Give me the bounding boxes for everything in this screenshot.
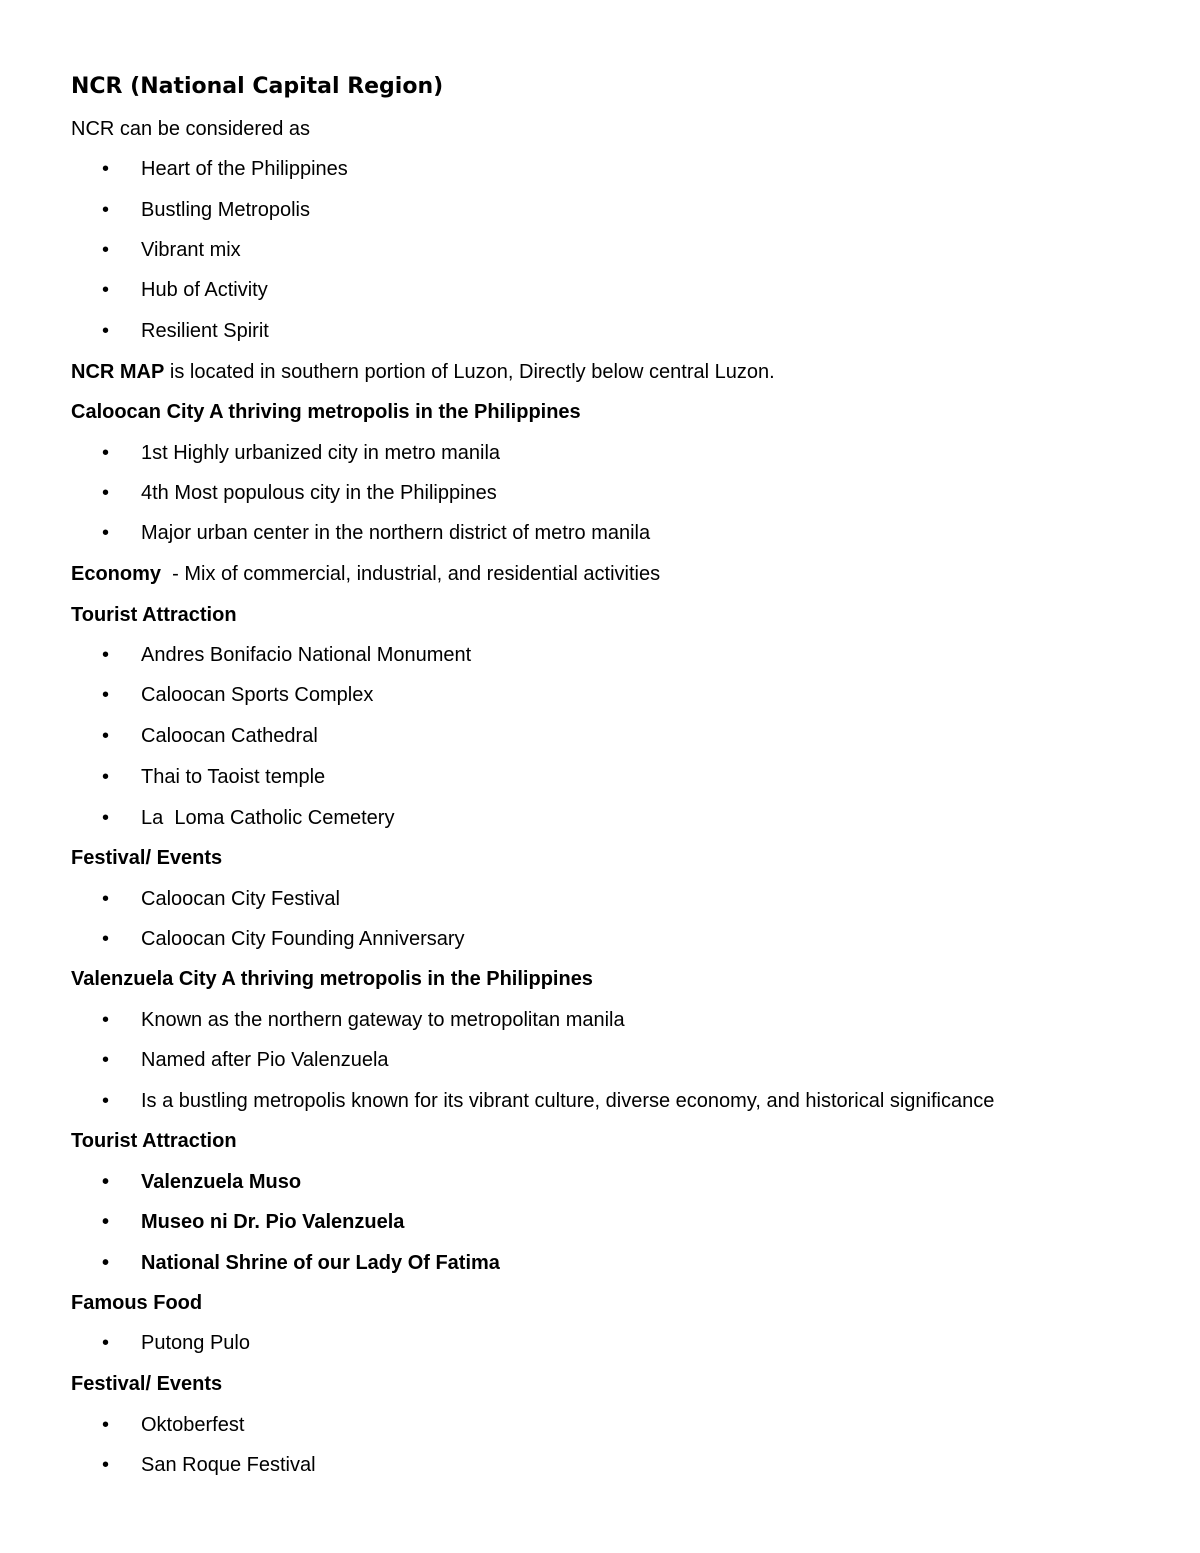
economy-paragraph — [71, 562, 660, 586]
bullet-icon: • — [102, 1332, 110, 1354]
bullet-icon: • — [102, 807, 110, 829]
bullet-icon: • — [102, 1414, 110, 1436]
bullet-icon: • — [102, 888, 110, 910]
bullet-icon: • — [102, 158, 110, 180]
bullet-icon: • — [102, 684, 110, 706]
bullet-icon: • — [102, 766, 110, 788]
economy-text: - Mix of commercial, industrial, and residential activities — [161, 563, 661, 585]
bullet-icon: • — [102, 1009, 110, 1031]
bullet-icon: • — [102, 279, 110, 301]
bullet-icon: • — [102, 199, 110, 221]
bullet-icon: • — [102, 1171, 110, 1193]
document-page: NCR (National Capital Region) NCR can be considered as • Heart of the Philippines • Bustling Metropolis • Vibrant mix • Hub of Activity • Resilient Spirit NCR MAP is located in southern portion of Luzon, Directly below central Luzon. Caloocan City A thriving metropolis in the Philippines • 1st Highly urbanized city in metro manila • 4th Most populous city in the Philippines • Major urban center in the northern district of metro manila Economy - Mix of commercial, industrial, and residential activities Tourist Attraction • Andres Bonifacio National Monument • Caloocan Sports Complex • Caloocan Cathedral • Thai to Taoist temple • La Loma Catholic Cemetery Festival/ Events • Caloocan City Festival • Caloocan City Founding Anniversary Valenzuela City A thriving metropolis in the Philippines • Known as the northern gateway to metropolitan manila • Named after Pio Valenzuela • Is a bustling metropolis known for its vibrant culture, diverse economy, and historical significance Tourist Attraction • Valenzuela Muso • Museo ni Dr. Pio Valenzuela • National Shrine of our Lady Of Fatima Famous Food • Putong Pulo Festival/ Events • Oktoberfest • San Roque Festival — [71, 74, 995, 1476]
map-label: NCR MAP — [71, 361, 165, 383]
valenzuela-tourist-heading: Tourist Attraction — [71, 1130, 237, 1152]
bullet-icon: • — [102, 482, 110, 504]
bullet-icon: • — [102, 442, 110, 464]
caloocan-tourist-heading: Tourist Attraction — [71, 604, 237, 626]
bullet-icon: • — [102, 522, 110, 544]
valenzuela-festival-heading: Festival/ Events — [71, 1373, 223, 1395]
page-title: NCR (National Capital Region) — [71, 74, 444, 99]
bullet-icon: • — [102, 1454, 110, 1476]
map-paragraph — [71, 360, 775, 384]
economy-label: Economy — [71, 563, 162, 585]
valenzuela-heading: Valenzuela City A thriving metropolis in the Philippines — [71, 968, 593, 990]
bullet-icon: • — [102, 239, 110, 261]
valenzuela-food-heading: Famous Food — [71, 1292, 203, 1314]
map-text: is located in southern portion of Luzon, Directly below central Luzon. — [164, 361, 775, 383]
caloocan-heading: Caloocan City A thriving metropolis in the Philippines — [71, 401, 581, 423]
bullet-icon: • — [102, 1049, 110, 1071]
caloocan-festival-heading: Festival/ Events — [71, 847, 223, 869]
intro-text: NCR can be considered as — [71, 118, 311, 140]
bullet-icon: • — [102, 1252, 110, 1274]
bullet-icon: • — [102, 320, 110, 342]
bullet-icon: • — [102, 725, 110, 747]
bullet-icon: • — [102, 928, 110, 950]
bullet-icon: • — [102, 1211, 110, 1233]
bullet-icon: • — [102, 644, 110, 666]
bullet-icon: • — [102, 1090, 110, 1112]
